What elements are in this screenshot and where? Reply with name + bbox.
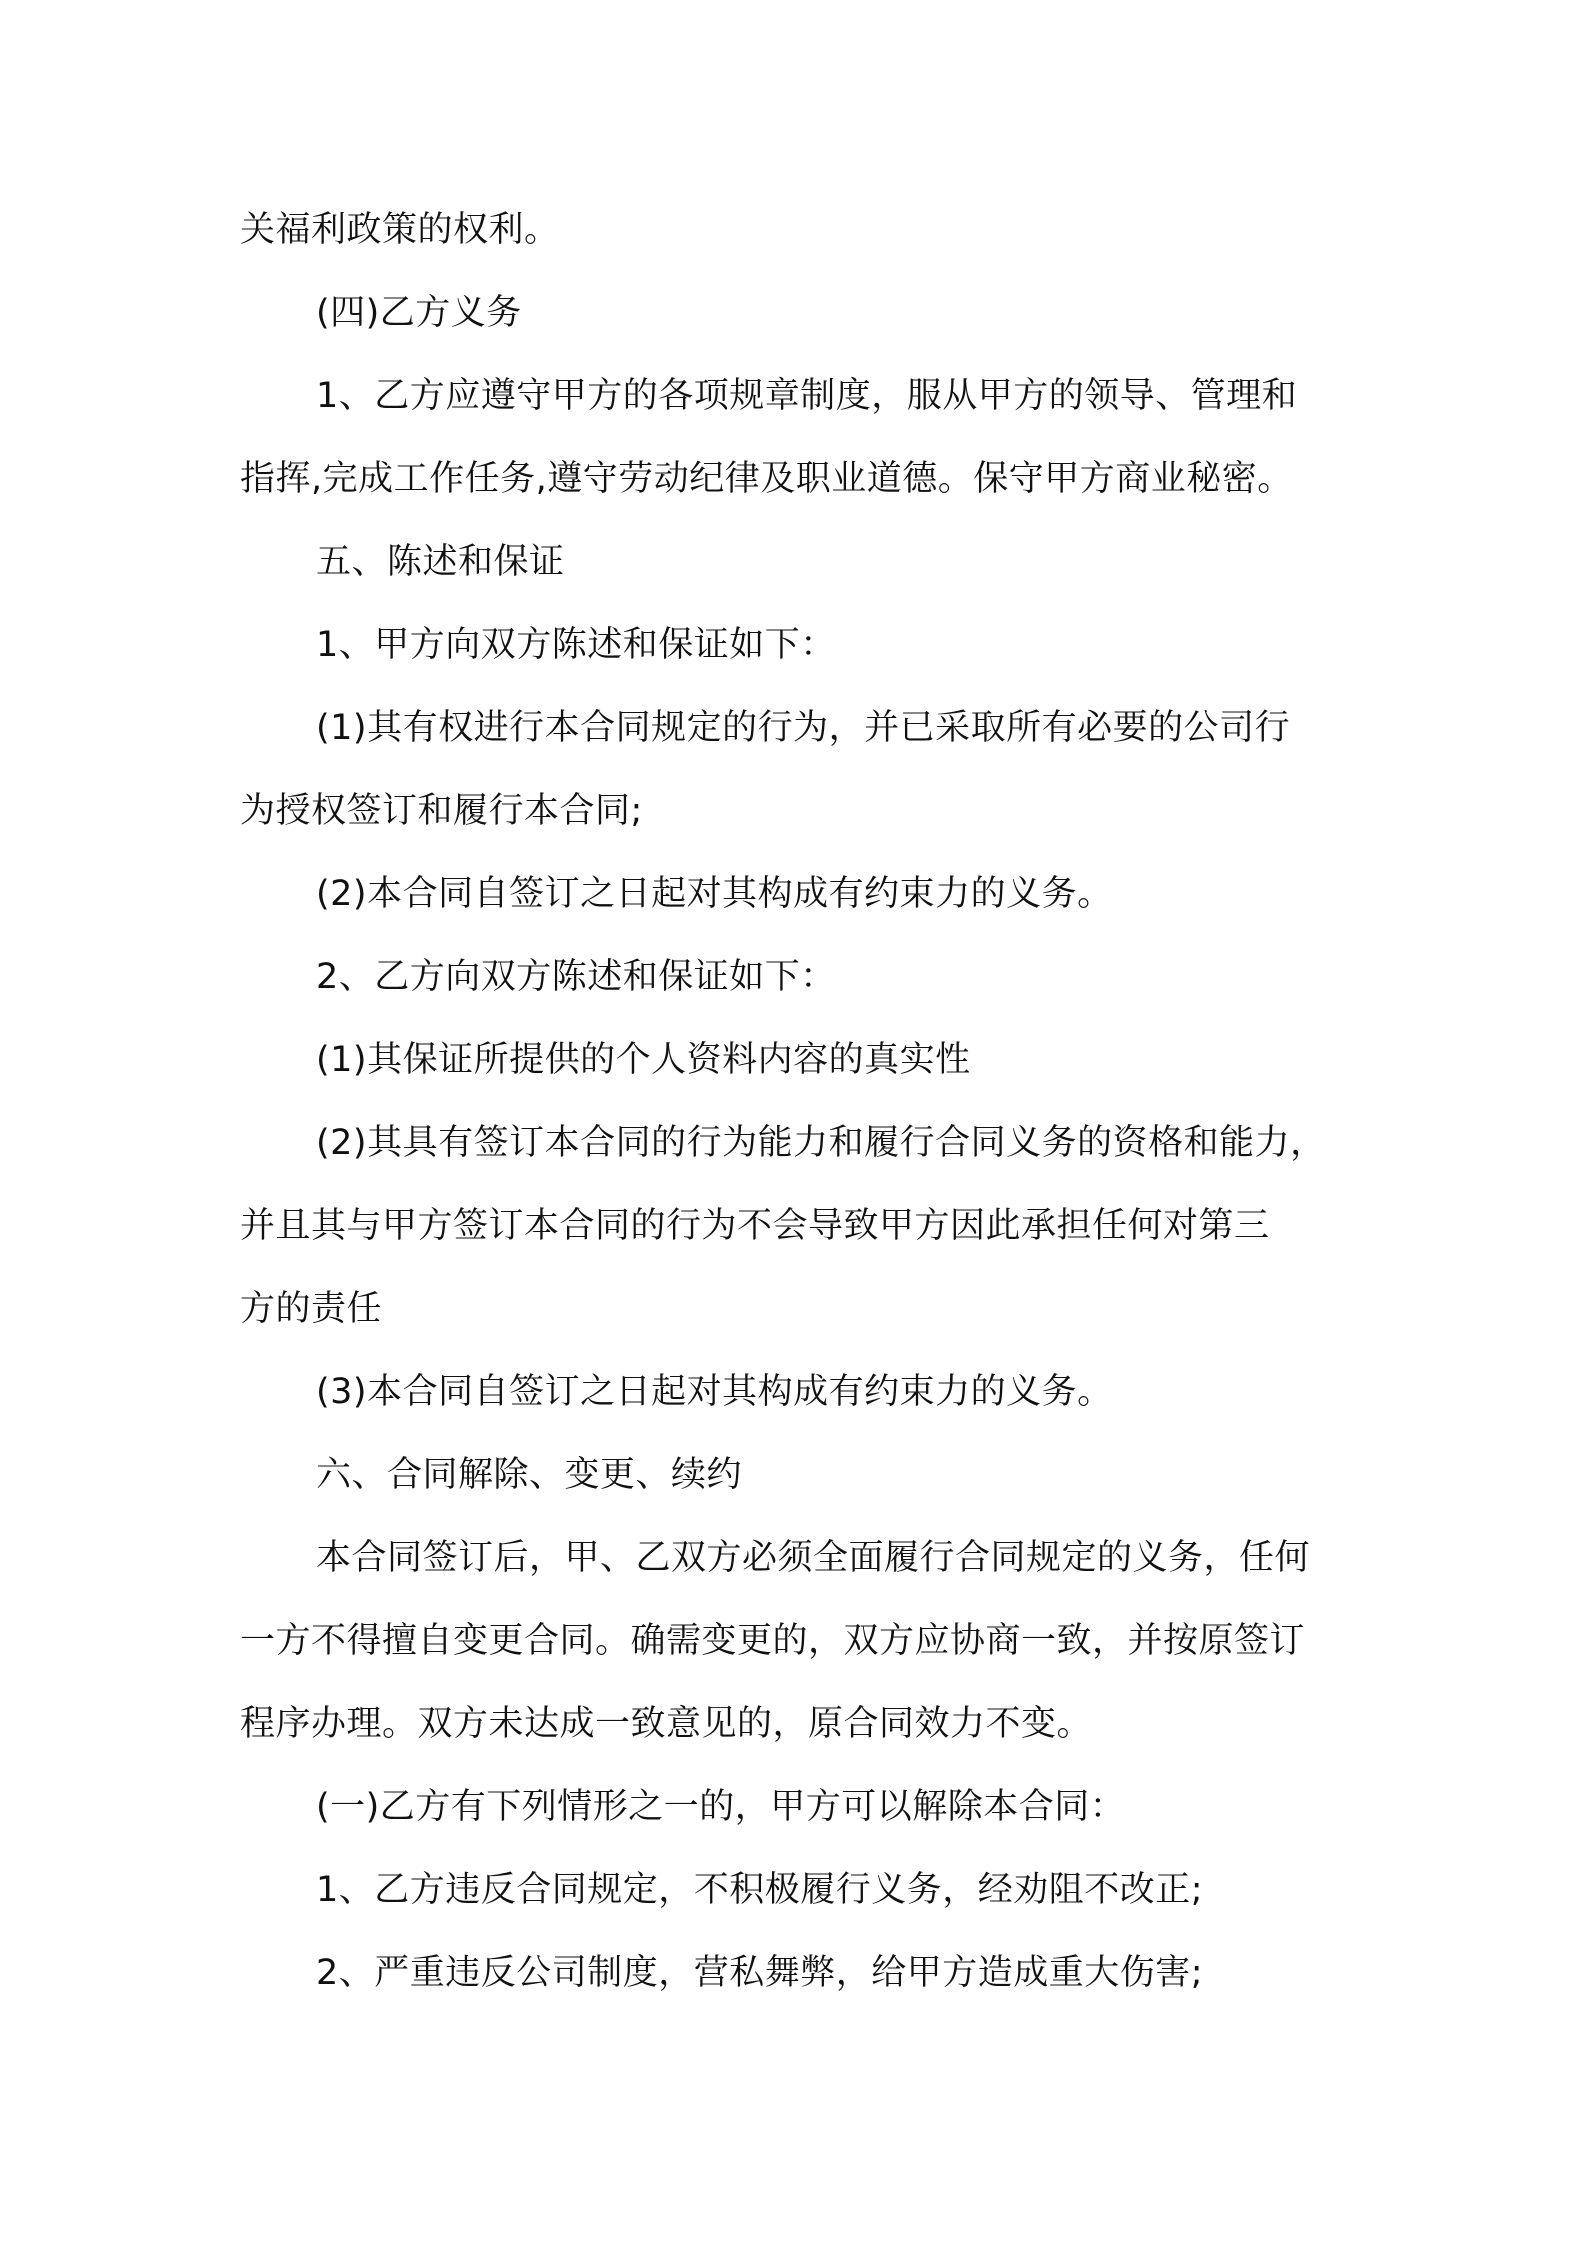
paragraph-line: (3)本合同自签订之日起对其构成有约束力的义务。 xyxy=(316,1372,1113,1412)
paragraph-line: 为授权签订和履行本合同; xyxy=(240,791,643,831)
paragraph-line: 1、甲方向双方陈述和保证如下： xyxy=(316,625,836,665)
paragraph-line: 1、乙方应遵守甲方的各项规章制度，服从甲方的领导、管理和 xyxy=(316,376,1298,416)
paragraph-line: 指挥,完成工作任务,遵守劳动纪律及职业道德。保守甲方商业秘密。 xyxy=(240,459,1293,499)
paragraph-line: 本合同签订后，甲、乙双方必须全面履行合同规定的义务，任何 xyxy=(316,1538,1311,1578)
paragraph-line: 2、严重违反公司制度，营私舞弊，给甲方造成重大伤害; xyxy=(316,1953,1204,1993)
section-heading: 五、陈述和保证 xyxy=(316,542,565,582)
paragraph-line: 程序办理。双方未达成一致意见的，原合同效力不变。 xyxy=(240,1704,1093,1744)
paragraph-line: 并且其与甲方签订本合同的行为不会导致甲方因此承担任何对第三 xyxy=(240,1206,1270,1246)
paragraph-line: 一方不得擅自变更合同。确需变更的，双方应协商一致，并按原签订 xyxy=(240,1621,1306,1661)
paragraph-line: (一)乙方有下列情形之一的，甲方可以解除本合同： xyxy=(316,1787,1126,1827)
paragraph-line: 1、乙方违反合同规定，不积极履行义务，经劝阻不改正; xyxy=(316,1870,1204,1910)
paragraph-line: (1)其有权进行本合同规定的行为，并已采取所有必要的公司行 xyxy=(316,708,1291,748)
paragraph-line: 方的责任 xyxy=(240,1289,383,1329)
paragraph-line: (1)其保证所提供的个人资料内容的真实性 xyxy=(316,1040,971,1080)
section-heading: (四)乙方义务 xyxy=(316,293,522,333)
paragraph-line: (2)其具有签订本合同的行为能力和履行合同义务的资格和能力， xyxy=(316,1123,1326,1163)
paragraph-line: 关福利政策的权利。 xyxy=(240,210,560,250)
paragraph-line: 2、乙方向双方陈述和保证如下： xyxy=(316,957,836,997)
section-heading: 六、合同解除、变更、续约 xyxy=(316,1455,743,1495)
paragraph-line: (2)本合同自签订之日起对其构成有约束力的义务。 xyxy=(316,874,1113,914)
